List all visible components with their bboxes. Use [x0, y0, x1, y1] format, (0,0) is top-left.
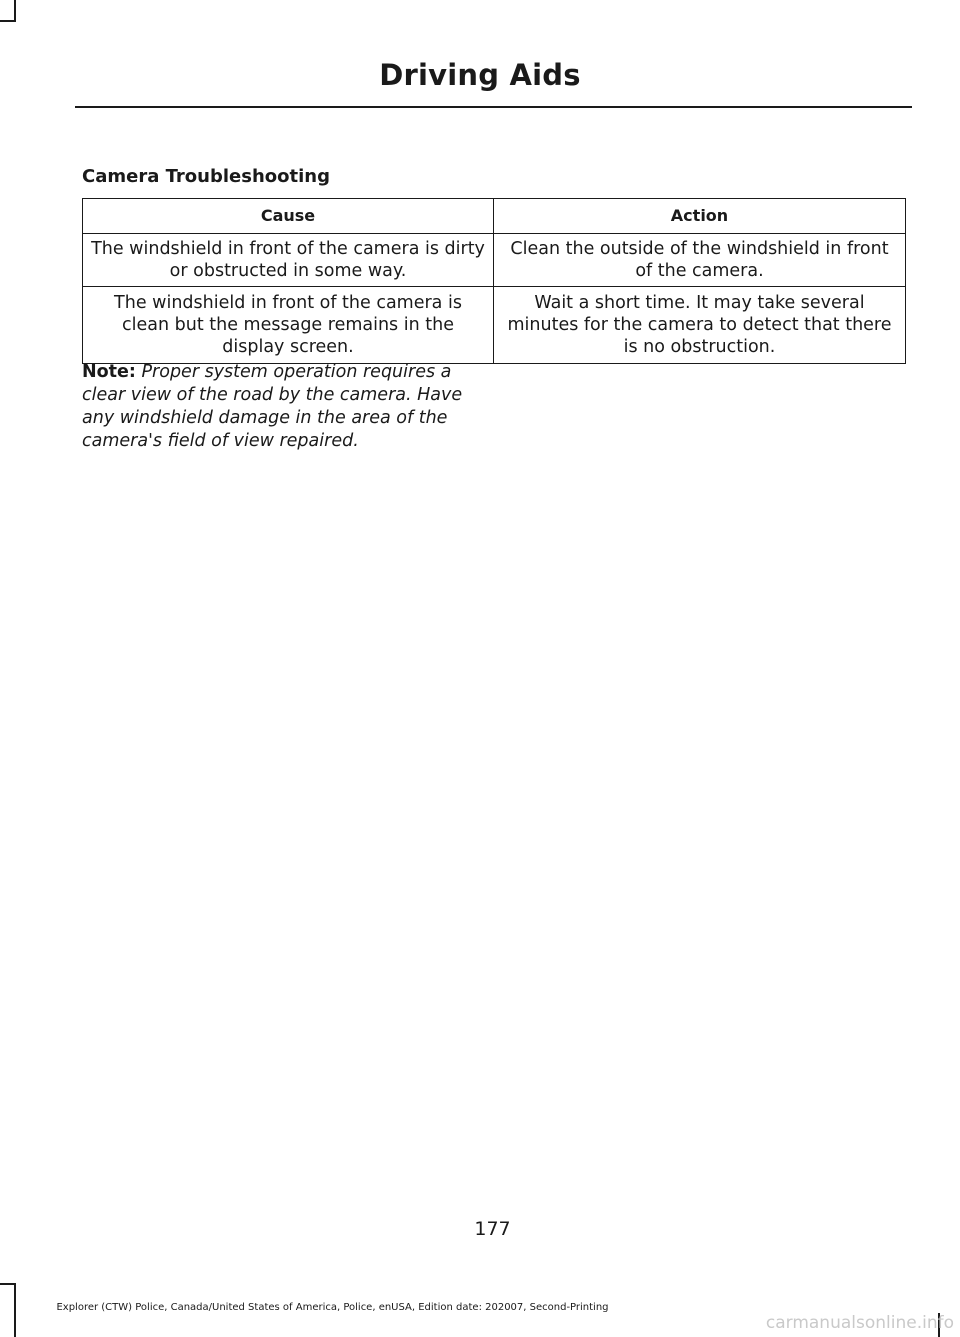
crop-mark-bottom-left-h: [0, 1283, 16, 1285]
page-number: 177: [474, 1218, 511, 1240]
crop-mark-top-left-h: [0, 20, 16, 22]
troubleshooting-table: [82, 198, 906, 364]
column-header-cause: Cause: [83, 199, 494, 234]
section-heading: Camera Troubleshooting: [82, 166, 330, 187]
footer-edition-text: Explorer (CTW) Police, Canada/United States of America, Police, enUSA, Edition date: 202007, Second-Printing: [56, 1302, 609, 1313]
cause-cell: The windshield in front of the camera is clean but the message remains in the display screen.: [83, 287, 494, 364]
page-header-title: Driving Aids: [379, 58, 581, 92]
cause-cell: The windshield in front of the camera is dirty or obstructed in some way.: [83, 234, 494, 287]
note-label: Note:: [82, 362, 136, 382]
note-paragraph: [82, 361, 482, 453]
crop-mark-top-left: [14, 0, 16, 22]
column-header-action: Action: [494, 199, 906, 234]
note-text: Proper system operation requires a clear view of the road by the camera. Have any windshield damage in the area of the camera's field of view repaired.: [82, 362, 463, 451]
header-divider: [75, 106, 912, 108]
watermark: carmanualsonline.info: [765, 1313, 954, 1333]
table-row: [83, 234, 906, 287]
table-header-row: [83, 199, 906, 234]
action-cell: Clean the outside of the windshield in front of the camera.: [494, 234, 906, 287]
table-row: [83, 287, 906, 364]
action-cell: Wait a short time. It may take several minutes for the camera to detect that there is no obstruction.: [494, 287, 906, 364]
